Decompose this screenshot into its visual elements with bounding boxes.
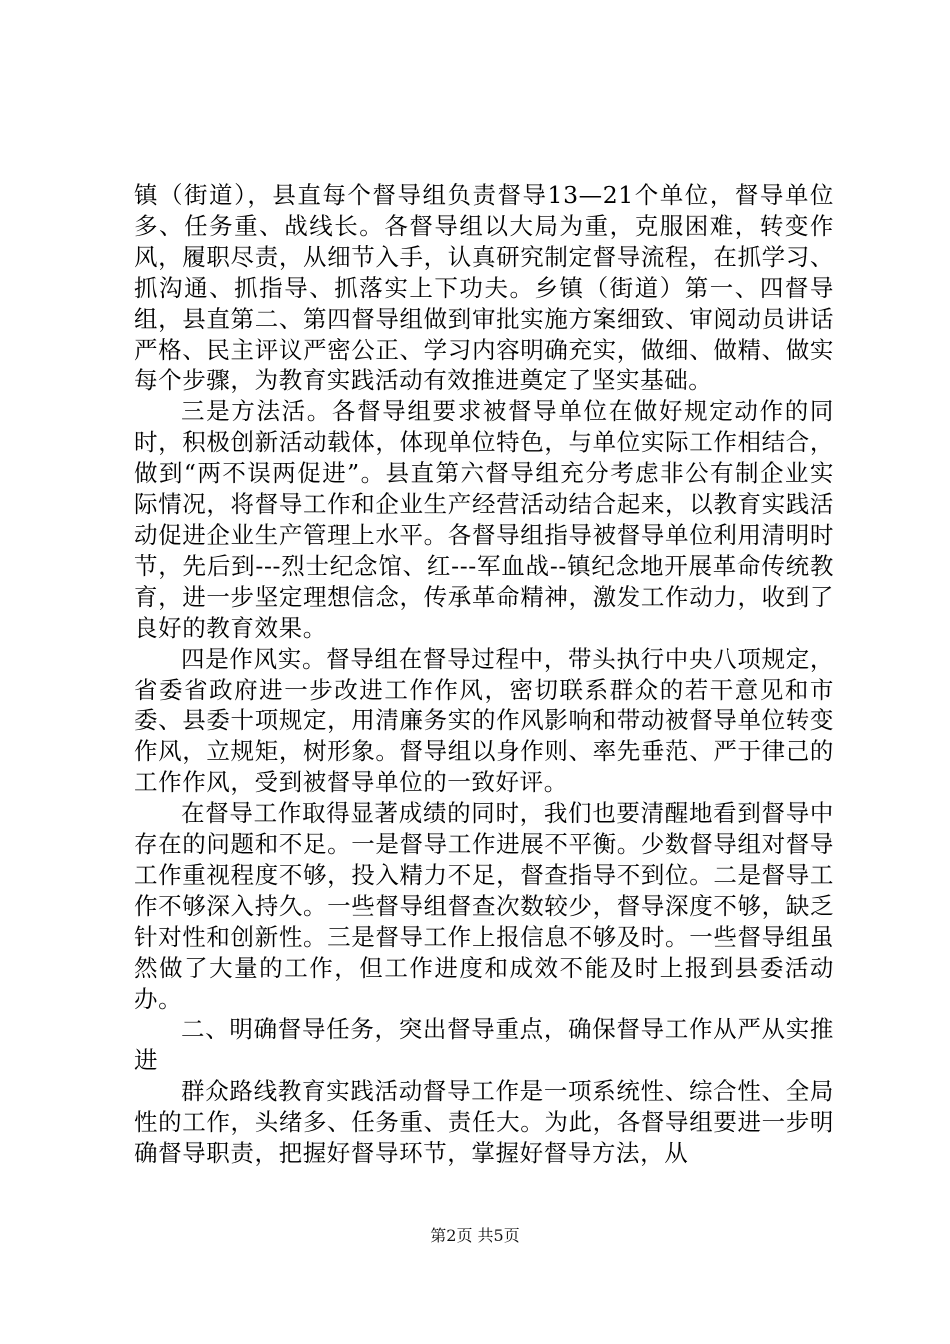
paragraph-continuation: 镇（街道），县直每个督导组负责督导13—21个单位，督导单位多、任务重、战线长。各督导组以大局为重，克服困难，转变作风，履职尽责，从细节入手，认真研究制定督导流程，在抓学习、抓沟通、抓指导、抓落实上下功夫。乡镇（街道）第一、四督导组，县直第二、第四督导组做到审批实施方案细致、审阅动员讲话严格、民主评议严密公正、学习内容明确充实，做细、做精、做实每个步骤，为教育实践活动有效推进奠定了坚实基础。	[134, 181, 834, 395]
paragraph-intro: 群众路线教育实践活动督导工作是一项系统性、综合性、全局性的工作，头绪多、任务重、责任大。为此，各督导组要进一步明确督导职责，把握好督导环节，掌握好督导方法，从	[134, 1077, 834, 1168]
document-body	[134, 180, 834, 1169]
paragraph-method: 三是方法活。各督导组要求被督导单位在做好规定动作的同时，积极创新活动载体，体现单位特色，与单位实际工作相结合，做到“两不误两促进”。县直第六督导组充分考虑非公有制企业实际情况，将督导工作和企业生产经营活动结合起来，以教育实践活动促进企业生产管理上水平。各督导组指导被督导单位利用清明时节，先后到---烈士纪念馆、红---军血战--镇纪念地开展革命传统教育，进一步坚定理想信念，传承革命精神，激发工作动力，收到了良好的教育效果。	[134, 397, 834, 642]
page-number: 第2页 共5页	[430, 1226, 520, 1245]
paragraph-problems: 在督导工作取得显著成绩的同时，我们也要清醒地看到督导中存在的问题和不足。一是督导工作进展不平衡。少数督导组对督导工作重视程度不够，投入精力不足，督查指导不到位。二是督导工作不够深入持久。一些督导组督查次数较少，督导深度不够，缺乏针对性和创新性。三是督导工作上报信息不够及时。一些督导组虽然做了大量的工作，但工作进度和成效不能及时上报到县委活动办。	[134, 799, 834, 1013]
section-heading: 二、明确督导任务，突出督导重点，确保督导工作从严从实推进	[134, 1015, 834, 1075]
paragraph-style: 四是作风实。督导组在督导过程中，带头执行中央八项规定，省委省政府进一步改进工作作风，密切联系群众的若干意见和市委、县委十项规定，用清廉务实的作风影响和带动被督导单位转变作风，立规矩，树形象。督导组以身作则、率先垂范、严于律己的工作作风，受到被督导单位的一致好评。	[134, 644, 834, 797]
